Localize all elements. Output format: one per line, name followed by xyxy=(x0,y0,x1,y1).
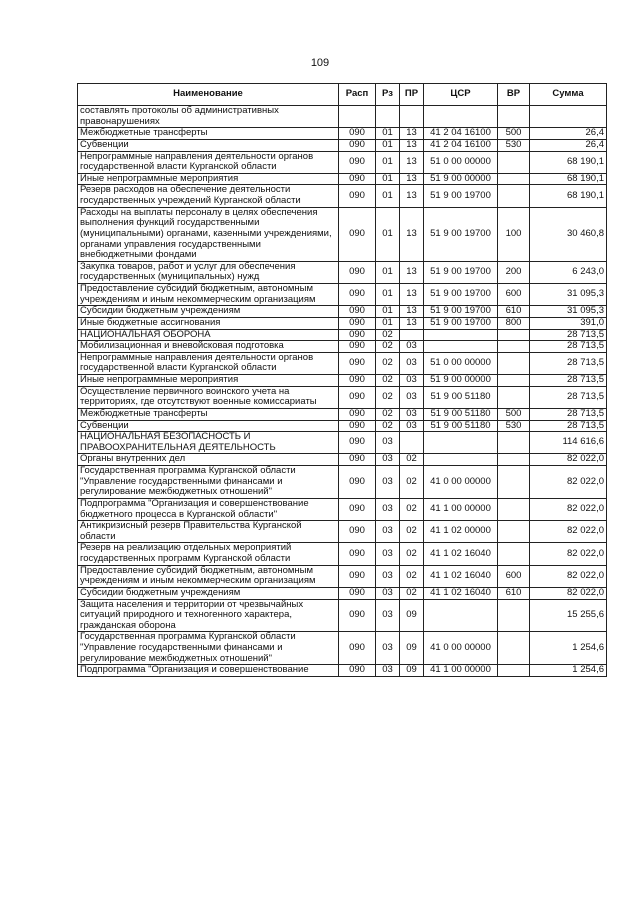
cell-pr: 13 xyxy=(400,284,424,306)
cell-vr xyxy=(498,466,530,499)
cell-rz: 01 xyxy=(376,139,400,151)
cell-name: Непрограммные направления деятельности органов государственной власти Курганской области xyxy=(78,151,339,173)
cell-name: Резерв на реализацию отдельных мероприятий государственных программ Курганской области xyxy=(78,543,339,565)
cell-csr: 51 9 00 19700 xyxy=(424,261,498,283)
cell-name: Закупка товаров, работ и услуг для обеспечения государственных (муниципальных) нужд xyxy=(78,261,339,283)
table-row xyxy=(78,665,607,677)
header-rz: Рз xyxy=(376,84,400,106)
cell-vr xyxy=(498,386,530,408)
cell-pr: 02 xyxy=(400,521,424,543)
cell-pr: 13 xyxy=(400,261,424,283)
cell-pr: 03 xyxy=(400,408,424,420)
cell-vr: 610 xyxy=(498,306,530,318)
cell-rasp: 090 xyxy=(339,454,376,466)
cell-vr xyxy=(498,665,530,677)
cell-rz: 01 xyxy=(376,261,400,283)
cell-name: Предоставление субсидий бюджетным, автономным учреждениям и иным некоммерческим организациям xyxy=(78,565,339,587)
table-row xyxy=(78,454,607,466)
cell-sum: 28 713,5 xyxy=(530,352,607,374)
cell-rz: 03 xyxy=(376,543,400,565)
cell-vr: 200 xyxy=(498,261,530,283)
cell-name: Субвенции xyxy=(78,139,339,151)
cell-vr: 800 xyxy=(498,317,530,329)
cell-sum: 15 255,6 xyxy=(530,599,607,632)
cell-vr xyxy=(498,329,530,341)
table-row xyxy=(78,587,607,599)
table-row xyxy=(78,521,607,543)
cell-csr: 51 9 00 19700 xyxy=(424,306,498,318)
cell-vr xyxy=(498,599,530,632)
cell-pr: 13 xyxy=(400,173,424,185)
cell-rasp xyxy=(339,106,376,128)
cell-vr: 530 xyxy=(498,420,530,432)
cell-sum: 28 713,5 xyxy=(530,329,607,341)
cell-pr: 13 xyxy=(400,306,424,318)
cell-rasp: 090 xyxy=(339,498,376,520)
cell-sum: 82 022,0 xyxy=(530,565,607,587)
header-vr: ВР xyxy=(498,84,530,106)
cell-csr xyxy=(424,432,498,454)
cell-pr: 13 xyxy=(400,139,424,151)
cell-csr: 41 1 02 00000 xyxy=(424,521,498,543)
cell-csr: 51 9 00 19700 xyxy=(424,284,498,306)
cell-vr xyxy=(498,498,530,520)
cell-vr xyxy=(498,106,530,128)
cell-pr: 03 xyxy=(400,375,424,387)
cell-rasp: 090 xyxy=(339,352,376,374)
cell-sum: 28 713,5 xyxy=(530,341,607,353)
cell-csr: 41 2 04 16100 xyxy=(424,128,498,140)
cell-rz: 01 xyxy=(376,185,400,207)
cell-name: Подпрограмма "Организация и совершенствование бюджетного процесса в Курганской области" xyxy=(78,498,339,520)
cell-rasp: 090 xyxy=(339,207,376,261)
cell-pr: 03 xyxy=(400,341,424,353)
table-row xyxy=(78,106,607,128)
cell-name: Предоставление субсидий бюджетным, автономным учреждениям и иным некоммерческим организациям xyxy=(78,284,339,306)
cell-vr: 600 xyxy=(498,565,530,587)
cell-sum: 28 713,5 xyxy=(530,375,607,387)
cell-sum: 28 713,5 xyxy=(530,386,607,408)
cell-sum: 6 243,0 xyxy=(530,261,607,283)
cell-sum: 1 254,6 xyxy=(530,665,607,677)
cell-pr: 13 xyxy=(400,207,424,261)
cell-csr: 41 1 02 16040 xyxy=(424,565,498,587)
cell-sum: 82 022,0 xyxy=(530,466,607,499)
cell-rasp: 090 xyxy=(339,432,376,454)
cell-sum: 82 022,0 xyxy=(530,498,607,520)
cell-rz: 02 xyxy=(376,341,400,353)
cell-pr: 02 xyxy=(400,466,424,499)
cell-sum: 68 190,1 xyxy=(530,185,607,207)
header-sum: Сумма xyxy=(530,84,607,106)
cell-rz: 01 xyxy=(376,128,400,140)
cell-vr xyxy=(498,632,530,665)
table-row xyxy=(78,466,607,499)
cell-rasp: 090 xyxy=(339,284,376,306)
cell-name: Субсидии бюджетным учреждениям xyxy=(78,587,339,599)
table-row xyxy=(78,284,607,306)
cell-rz: 02 xyxy=(376,329,400,341)
page-number: 109 xyxy=(310,57,330,69)
table-row xyxy=(78,185,607,207)
cell-sum: 68 190,1 xyxy=(530,173,607,185)
cell-pr: 09 xyxy=(400,599,424,632)
header-row xyxy=(78,84,607,106)
table-row xyxy=(78,420,607,432)
cell-pr: 13 xyxy=(400,185,424,207)
cell-name: Межбюджетные трансферты xyxy=(78,128,339,140)
cell-name: Межбюджетные трансферты xyxy=(78,408,339,420)
cell-rasp: 090 xyxy=(339,587,376,599)
cell-csr: 51 9 00 00000 xyxy=(424,375,498,387)
cell-vr xyxy=(498,432,530,454)
cell-rz: 03 xyxy=(376,599,400,632)
cell-sum: 26,4 xyxy=(530,139,607,151)
cell-name: Антикризисный резерв Правительства Курганской области xyxy=(78,521,339,543)
cell-rz: 01 xyxy=(376,317,400,329)
cell-rasp: 090 xyxy=(339,386,376,408)
cell-pr: 02 xyxy=(400,565,424,587)
cell-pr xyxy=(400,106,424,128)
cell-vr: 600 xyxy=(498,284,530,306)
table-row xyxy=(78,341,607,353)
cell-name: Защита населения и территории от чрезвычайных ситуаций природного и техногенного характера, гражданская оборона xyxy=(78,599,339,632)
table-row xyxy=(78,599,607,632)
cell-csr xyxy=(424,599,498,632)
cell-vr: 610 xyxy=(498,587,530,599)
cell-name: Резерв расходов на обеспечение деятельности государственных учреждений Курганской области xyxy=(78,185,339,207)
cell-rz: 02 xyxy=(376,420,400,432)
cell-rz: 03 xyxy=(376,454,400,466)
cell-rasp: 090 xyxy=(339,466,376,499)
cell-rz: 02 xyxy=(376,408,400,420)
cell-name: Субвенции xyxy=(78,420,339,432)
cell-sum xyxy=(530,106,607,128)
cell-rz: 01 xyxy=(376,284,400,306)
cell-pr: 03 xyxy=(400,386,424,408)
cell-rz: 01 xyxy=(376,173,400,185)
cell-vr xyxy=(498,352,530,374)
cell-rz: 01 xyxy=(376,306,400,318)
table-row xyxy=(78,261,607,283)
cell-name: Органы внутренних дел xyxy=(78,454,339,466)
cell-vr: 530 xyxy=(498,139,530,151)
table-row xyxy=(78,151,607,173)
cell-rz: 03 xyxy=(376,521,400,543)
cell-name: Государственная программа Курганской области "Управление государственными финансами и регулирование межбюджетных отношений" xyxy=(78,466,339,499)
table-row xyxy=(78,543,607,565)
table-body xyxy=(78,106,607,677)
cell-pr xyxy=(400,432,424,454)
cell-rasp: 090 xyxy=(339,151,376,173)
cell-name: Субсидии бюджетным учреждениям xyxy=(78,306,339,318)
cell-sum: 28 713,5 xyxy=(530,408,607,420)
cell-rasp: 090 xyxy=(339,185,376,207)
cell-name: НАЦИОНАЛЬНАЯ БЕЗОПАСНОСТЬ И ПРАВООХРАНИТЕЛЬНАЯ ДЕЯТЕЛЬНОСТЬ xyxy=(78,432,339,454)
cell-rasp: 090 xyxy=(339,306,376,318)
cell-rasp: 090 xyxy=(339,599,376,632)
cell-csr: 51 9 00 19700 xyxy=(424,317,498,329)
cell-sum: 391,0 xyxy=(530,317,607,329)
cell-pr: 02 xyxy=(400,587,424,599)
cell-sum: 82 022,0 xyxy=(530,521,607,543)
cell-rasp: 090 xyxy=(339,341,376,353)
cell-rz: 02 xyxy=(376,386,400,408)
cell-pr: 02 xyxy=(400,498,424,520)
cell-rasp: 090 xyxy=(339,632,376,665)
cell-rz: 03 xyxy=(376,632,400,665)
cell-rasp: 090 xyxy=(339,261,376,283)
cell-pr: 02 xyxy=(400,543,424,565)
cell-sum: 28 713,5 xyxy=(530,420,607,432)
cell-csr: 41 1 00 00000 xyxy=(424,665,498,677)
cell-pr: 09 xyxy=(400,632,424,665)
cell-sum: 30 460,8 xyxy=(530,207,607,261)
header-name: Наименование xyxy=(78,84,339,106)
cell-vr xyxy=(498,151,530,173)
cell-rasp: 090 xyxy=(339,375,376,387)
cell-rz: 03 xyxy=(376,498,400,520)
cell-name: Иные непрограммные мероприятия xyxy=(78,375,339,387)
cell-sum: 82 022,0 xyxy=(530,543,607,565)
table-row xyxy=(78,317,607,329)
table-row xyxy=(78,128,607,140)
cell-rasp: 090 xyxy=(339,665,376,677)
cell-pr: 02 xyxy=(400,454,424,466)
cell-csr: 51 9 00 51180 xyxy=(424,420,498,432)
table-row xyxy=(78,632,607,665)
cell-csr: 41 0 00 00000 xyxy=(424,632,498,665)
cell-rz: 03 xyxy=(376,665,400,677)
table-row xyxy=(78,306,607,318)
table-row xyxy=(78,173,607,185)
cell-rasp: 090 xyxy=(339,317,376,329)
cell-pr: 13 xyxy=(400,151,424,173)
cell-pr: 13 xyxy=(400,317,424,329)
cell-csr: 51 9 00 19700 xyxy=(424,185,498,207)
cell-rasp: 090 xyxy=(339,521,376,543)
cell-sum: 31 095,3 xyxy=(530,306,607,318)
cell-vr: 500 xyxy=(498,408,530,420)
cell-name: НАЦИОНАЛЬНАЯ ОБОРОНА xyxy=(78,329,339,341)
cell-rasp: 090 xyxy=(339,565,376,587)
cell-rasp: 090 xyxy=(339,173,376,185)
cell-rz: 03 xyxy=(376,466,400,499)
cell-csr: 51 0 00 00000 xyxy=(424,151,498,173)
cell-rz: 01 xyxy=(376,151,400,173)
cell-csr xyxy=(424,329,498,341)
cell-name: Подпрограмма "Организация и совершенствование xyxy=(78,665,339,677)
cell-rz: 02 xyxy=(376,352,400,374)
cell-csr: 51 9 00 51180 xyxy=(424,408,498,420)
cell-sum: 82 022,0 xyxy=(530,587,607,599)
cell-vr: 100 xyxy=(498,207,530,261)
cell-name: Мобилизационная и вневойсковая подготовка xyxy=(78,341,339,353)
cell-name: составлять протоколы об административных правонарушениях xyxy=(78,106,339,128)
table-header xyxy=(78,84,607,106)
cell-vr: 500 xyxy=(498,128,530,140)
cell-pr xyxy=(400,329,424,341)
cell-vr xyxy=(498,341,530,353)
cell-pr: 09 xyxy=(400,665,424,677)
cell-name: Государственная программа Курганской области "Управление государственными финансами и регулирование межбюджетных отношений" xyxy=(78,632,339,665)
cell-name: Иные непрограммные мероприятия xyxy=(78,173,339,185)
cell-sum: 31 095,3 xyxy=(530,284,607,306)
table-row xyxy=(78,139,607,151)
cell-rasp: 090 xyxy=(339,543,376,565)
cell-csr xyxy=(424,106,498,128)
header-pr: ПР xyxy=(400,84,424,106)
cell-rz: 03 xyxy=(376,565,400,587)
cell-csr: 41 0 00 00000 xyxy=(424,466,498,499)
cell-csr: 51 9 00 51180 xyxy=(424,386,498,408)
header-rasp: Расп xyxy=(339,84,376,106)
cell-rz: 03 xyxy=(376,432,400,454)
cell-name: Иные бюджетные ассигнования xyxy=(78,317,339,329)
table-row xyxy=(78,408,607,420)
table-row xyxy=(78,375,607,387)
cell-csr: 51 0 00 00000 xyxy=(424,352,498,374)
cell-rz: 03 xyxy=(376,587,400,599)
cell-csr: 41 2 04 16100 xyxy=(424,139,498,151)
cell-sum: 68 190,1 xyxy=(530,151,607,173)
table-row xyxy=(78,207,607,261)
cell-rasp: 090 xyxy=(339,420,376,432)
cell-pr: 13 xyxy=(400,128,424,140)
cell-csr: 41 1 02 16040 xyxy=(424,543,498,565)
cell-sum: 114 616,6 xyxy=(530,432,607,454)
cell-sum: 82 022,0 xyxy=(530,454,607,466)
cell-pr: 03 xyxy=(400,352,424,374)
cell-rz: 01 xyxy=(376,207,400,261)
cell-sum: 1 254,6 xyxy=(530,632,607,665)
cell-rasp: 090 xyxy=(339,408,376,420)
cell-vr xyxy=(498,375,530,387)
table-row xyxy=(78,432,607,454)
cell-name: Расходы на выплаты персоналу в целях обеспечения выполнения функций государственными (муниципальными) органами, казенными учреждениями, органами управления государственными внебюджетными фондами xyxy=(78,207,339,261)
cell-vr xyxy=(498,521,530,543)
cell-rz xyxy=(376,106,400,128)
cell-pr: 03 xyxy=(400,420,424,432)
cell-rasp: 090 xyxy=(339,329,376,341)
cell-csr: 41 1 02 16040 xyxy=(424,587,498,599)
budget-table xyxy=(77,83,607,677)
cell-vr xyxy=(498,454,530,466)
cell-csr: 51 9 00 19700 xyxy=(424,207,498,261)
cell-vr xyxy=(498,173,530,185)
cell-rz: 02 xyxy=(376,375,400,387)
table-row xyxy=(78,352,607,374)
header-csr: ЦСР xyxy=(424,84,498,106)
cell-csr: 41 1 00 00000 xyxy=(424,498,498,520)
cell-vr xyxy=(498,185,530,207)
cell-rasp: 090 xyxy=(339,128,376,140)
table-row xyxy=(78,386,607,408)
cell-csr xyxy=(424,341,498,353)
table-row xyxy=(78,498,607,520)
cell-name: Осуществление первичного воинского учета на территориях, где отсутствуют военные комиссариаты xyxy=(78,386,339,408)
cell-sum: 26,4 xyxy=(530,128,607,140)
cell-vr xyxy=(498,543,530,565)
cell-csr: 51 9 00 00000 xyxy=(424,173,498,185)
table-row xyxy=(78,565,607,587)
table-row xyxy=(78,329,607,341)
cell-name: Непрограммные направления деятельности органов государственной власти Курганской области xyxy=(78,352,339,374)
cell-rasp: 090 xyxy=(339,139,376,151)
cell-csr xyxy=(424,454,498,466)
